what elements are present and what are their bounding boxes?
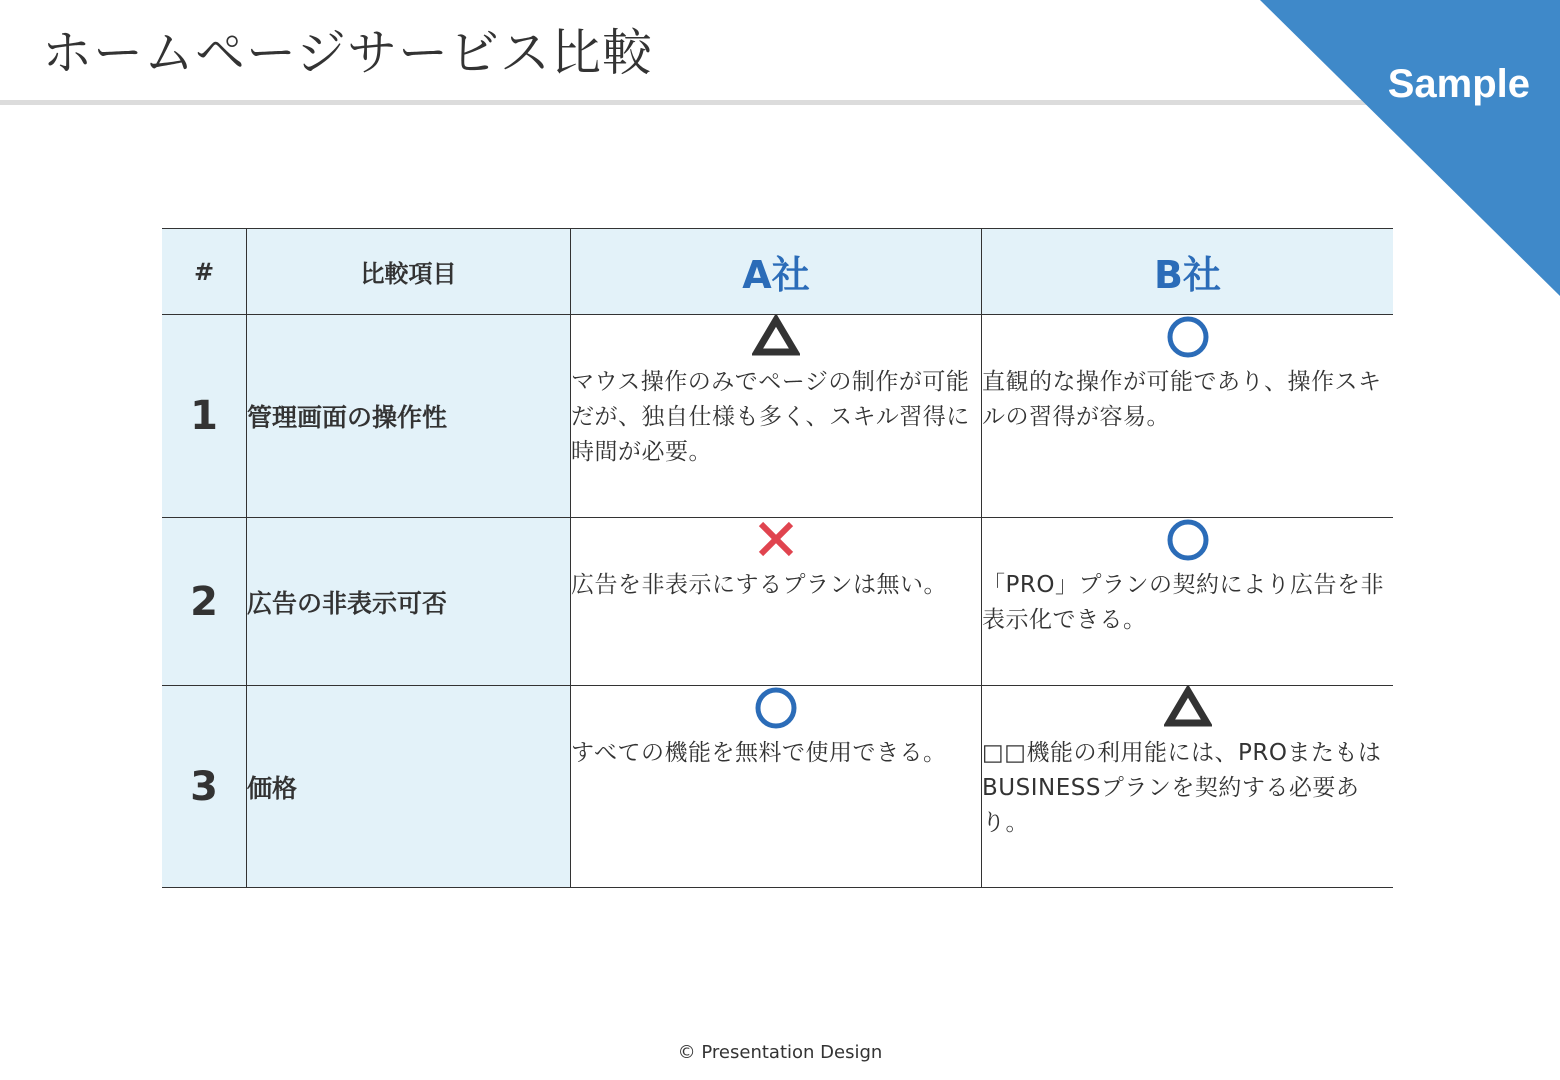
table-row [162,686,1393,888]
company-b-description: 「PRO」プランの契約により広告を非表示化できる。 [982,572,1384,633]
row-item-label: 管理画面の操作性 [247,315,571,518]
company-a-description: すべての機能を無料で使用できる。 [571,740,947,766]
triangle-icon [571,315,981,361]
company-a-description: マウス操作のみでページの制作が可能だが、独自仕様も多く、スキル習得に時間が必要。 [571,369,970,465]
header-number: # [162,229,247,315]
circle-icon [982,315,1393,361]
row-number: 3 [162,686,247,888]
company-b-cell [982,518,1394,686]
header-company-a: A社 [571,229,982,315]
comparison-table [162,228,1393,888]
copyright-footer: © Presentation Design [677,1042,883,1063]
table-row [162,315,1393,518]
circle-icon [982,518,1393,564]
row-item-label: 広告の非表示可否 [247,518,571,686]
circle-icon [571,686,981,732]
company-a-cell [571,315,982,518]
table-header-row [162,229,1393,315]
company-b-description: □□機能の利用能には、PROまたもはBUSINESSプランを契約する必要あり。 [982,740,1382,836]
cross-icon [571,518,981,564]
company-b-description: 直観的な操作が可能であり、操作スキルの習得が容易。 [982,369,1382,430]
header-comparison-item: 比較項目 [247,229,571,315]
header-company-b: B社 [982,229,1394,315]
company-a-cell [571,686,982,888]
row-item-label: 価格 [247,686,571,888]
company-a-description: 広告を非表示にするプランは無い。 [571,572,947,598]
company-b-cell [982,315,1394,518]
triangle-icon [982,686,1393,732]
company-a-cell [571,518,982,686]
sample-badge: Sample [1387,62,1530,106]
page-title: ホームページサービス比較 [42,24,653,82]
company-b-cell [982,686,1394,888]
row-number: 1 [162,315,247,518]
table-row [162,518,1393,686]
row-number: 2 [162,518,247,686]
